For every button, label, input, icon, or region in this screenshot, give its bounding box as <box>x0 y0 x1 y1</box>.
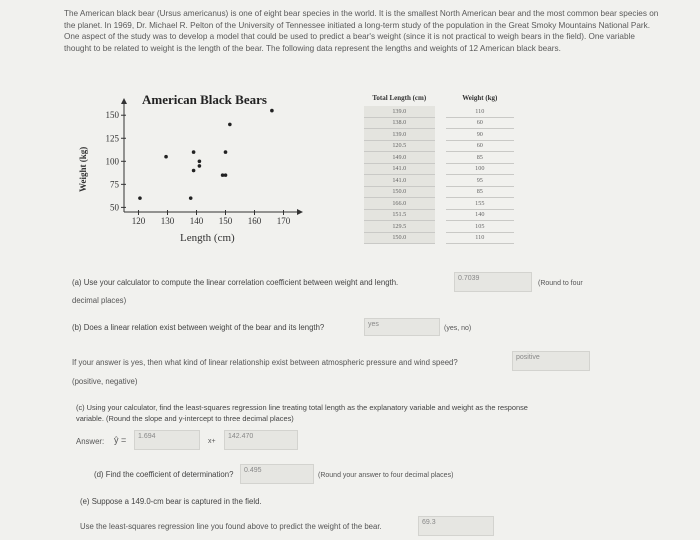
answer-a-field[interactable]: 0.7039 <box>454 272 532 292</box>
table-header-gap <box>435 92 446 106</box>
data-point <box>224 150 228 154</box>
hint-b: (yes, no) <box>444 325 472 332</box>
weight-cell: 110 <box>446 106 514 117</box>
y-tick-label: 75 <box>110 179 119 190</box>
gap-cell <box>435 175 446 187</box>
gap-cell <box>435 140 446 152</box>
data-point <box>138 196 142 200</box>
question-c-cont: variable. (Round the slope and y-intercept to three decimal places) <box>76 414 294 423</box>
answer-e-field[interactable]: 69.3 <box>418 516 494 536</box>
data-point <box>164 155 168 159</box>
table-row <box>364 163 514 175</box>
table-row <box>364 175 514 187</box>
y-tick-label: 100 <box>105 156 119 167</box>
data-point <box>192 169 196 173</box>
length-cell: 129.5 <box>364 221 435 233</box>
y-axis-arrow <box>121 98 127 104</box>
gap-cell <box>435 232 446 244</box>
hint-b2: (positive, negative) <box>72 377 138 386</box>
question-b: (b) Does a linear relation exist between weight of the bear and its length? <box>72 323 325 332</box>
hint-d: (Round your answer to four decimal places) <box>318 472 454 479</box>
x-tick-label: 140 <box>189 216 204 226</box>
answer-label: Answer: <box>76 437 105 446</box>
chart-title: American Black Bears <box>142 92 267 107</box>
table-header-length: Total Length (cm) <box>372 94 427 102</box>
table-row <box>364 129 514 141</box>
scatter-chart <box>78 92 304 262</box>
question-e-cont: Use the least-squares regression line you found above to predict the weight of the bear. <box>80 522 382 531</box>
gap-cell <box>435 186 446 198</box>
question-d: (d) Find the coefficient of determination? <box>94 470 234 479</box>
table-row <box>364 117 514 129</box>
length-cell: 141.0 <box>364 175 435 187</box>
gap-cell <box>435 152 446 164</box>
data-point <box>198 160 202 164</box>
gap-cell <box>435 117 446 129</box>
data-table <box>364 92 514 244</box>
answer-d-field[interactable]: 0.495 <box>240 464 314 484</box>
data-point <box>270 109 274 113</box>
x-tick-label: 170 <box>276 216 291 226</box>
hint-a: (Round to four <box>538 280 583 287</box>
y-tick-label: 150 <box>105 110 119 121</box>
weight-cell: 155 <box>446 198 514 210</box>
intercept-field[interactable]: 142.470 <box>224 430 298 450</box>
gap-cell <box>435 209 446 221</box>
weight-cell: 110 <box>446 232 514 244</box>
gap-cell <box>435 221 446 233</box>
question-a-cont: decimal places) <box>72 296 127 305</box>
data-point <box>192 150 196 154</box>
x-tick-label: 130 <box>160 216 175 226</box>
length-cell: 166.0 <box>364 198 435 210</box>
table-header-weight: Weight (kg) <box>462 94 498 102</box>
gap-cell <box>435 129 446 141</box>
question-a: (a) Use your calculator to compute the linear correlation coefficient between weight and length. <box>72 278 399 287</box>
answer-b-field[interactable]: yes <box>364 318 440 336</box>
table-row <box>364 198 514 210</box>
weight-cell: 140 <box>446 209 514 221</box>
length-cell: 120.5 <box>364 140 435 152</box>
yhat-symbol: ŷ = <box>114 435 127 445</box>
question-e: (e) Suppose a 149.0-cm bear is captured in the field. <box>80 497 262 506</box>
x-axis-arrow <box>297 209 303 215</box>
weight-cell: 85 <box>446 186 514 198</box>
intro-text: The American black bear (Ursus americanus) is one of eight bear species in the world. It is the smallest North American bear and the most common bear species on the planet. In 1969, Dr. Michael R. Pelton of the University of Tennessee initiated a long-term study of the population in the Great Smoky Mountains National Park. One aspect of the study was to develop a model that could be used to predict a bear's weight (since it is not practical to weigh bears in the field). One variable thought to be related to weight is the length of the bear. The following data represent the lengths and weights of 12 American black bears. <box>64 9 659 53</box>
table-row <box>364 232 514 244</box>
table-row <box>364 186 514 198</box>
length-cell: 139.0 <box>364 129 435 141</box>
weight-cell: 85 <box>446 152 514 164</box>
data-point <box>224 173 228 177</box>
weight-cell: 95 <box>446 175 514 187</box>
data-point <box>228 123 232 127</box>
length-cell: 151.5 <box>364 209 435 221</box>
length-cell: 141.0 <box>364 163 435 175</box>
table-row <box>364 106 514 117</box>
y-tick-label: 50 <box>110 202 119 213</box>
x-plus-label: x+ <box>208 438 216 445</box>
length-cell: 150.0 <box>364 186 435 198</box>
problem-intro <box>64 8 664 54</box>
gap-cell <box>435 106 446 117</box>
length-cell: 149.0 <box>364 152 435 164</box>
length-cell: 139.0 <box>364 106 435 117</box>
x-axis-label: Length (cm) <box>180 232 235 244</box>
scatter-plot-svg <box>84 92 304 232</box>
data-point <box>198 164 202 168</box>
gap-cell <box>435 163 446 175</box>
data-point <box>189 196 193 200</box>
x-tick-label: 120 <box>131 216 146 226</box>
answer-b2-field[interactable]: positive <box>512 351 590 371</box>
length-cell: 138.0 <box>364 117 435 129</box>
y-axis-label: Weight (kg) <box>78 146 88 192</box>
weight-cell: 90 <box>446 129 514 141</box>
question-c: (c) Using your calculator, find the least-squares regression line treating total length as the explanatory variable and weight as the response <box>76 403 528 412</box>
length-cell: 150.0 <box>364 232 435 244</box>
table-row <box>364 152 514 164</box>
slope-field[interactable]: 1.694 <box>134 430 200 450</box>
x-tick-label: 150 <box>218 216 233 226</box>
question-b2: If your answer is yes, then what kind of linear relationship exist between atmospheric pressure and wind speed? <box>72 358 458 367</box>
y-tick-label: 125 <box>105 133 119 144</box>
weight-cell: 60 <box>446 140 514 152</box>
weight-cell: 100 <box>446 163 514 175</box>
table-row <box>364 221 514 233</box>
weight-cell: 60 <box>446 117 514 129</box>
weight-cell: 105 <box>446 221 514 233</box>
table-row <box>364 209 514 221</box>
table-row <box>364 140 514 152</box>
gap-cell <box>435 198 446 210</box>
x-tick-label: 160 <box>247 216 262 226</box>
